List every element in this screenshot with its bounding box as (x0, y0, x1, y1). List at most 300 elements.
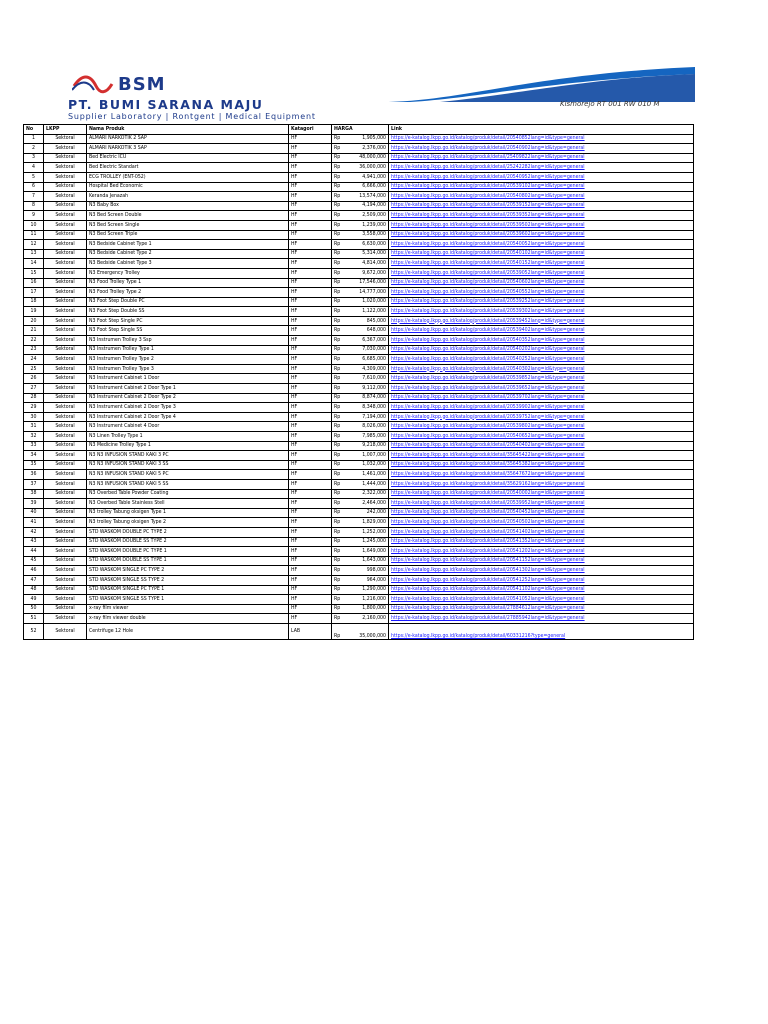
row-link[interactable]: https://e-katalog.lkpp.go.id/katalog/produk/detail/25409822lang=id&type=general (389, 153, 694, 163)
row-product-name: N3 Baby Box (87, 201, 289, 211)
row-link[interactable]: https://e-katalog.lkpp.go.id/katalog/produk/detail/35645382lang=id&type=general (389, 460, 694, 470)
row-currency: Rp (332, 566, 342, 576)
row-price: 6,630,000 (342, 240, 389, 250)
row-lkpp: Sektoral (44, 451, 87, 461)
row-product-name: x-ray film viewer double (87, 614, 289, 624)
row-currency: Rp (332, 297, 342, 307)
row-number: 39 (24, 499, 44, 509)
row-link[interactable]: https://e-katalog.lkpp.go.id/katalog/produk/detail/20540152lang=id&type=general (389, 259, 694, 269)
table-row (24, 566, 694, 576)
row-product-name: N3 Instrument Cabinet 2 Door Type 1 (87, 384, 289, 394)
row-number: 12 (24, 240, 44, 250)
row-number: 27 (24, 384, 44, 394)
row-category: HF (289, 316, 332, 326)
row-currency: Rp (332, 249, 342, 259)
table-row (24, 307, 694, 317)
row-category: HF (289, 422, 332, 432)
row-link[interactable]: https://e-katalog.lkpp.go.id/katalog/produk/detail/20539752lang=id&type=general (389, 412, 694, 422)
row-link[interactable]: https://e-katalog.lkpp.go.id/katalog/produk/detail/20541352lang=id&type=general (389, 537, 694, 547)
row-link[interactable]: https://e-katalog.lkpp.go.id/katalog/produk/detail/20539952lang=id&type=general (389, 499, 694, 509)
row-lkpp: Sektoral (44, 595, 87, 605)
row-link[interactable]: https://e-katalog.lkpp.go.id/katalog/produk/detail/20540452lang=id&type=general (389, 508, 694, 518)
row-product-name: N3 Instrumen Trolley Type 3 (87, 364, 289, 374)
row-number: 31 (24, 422, 44, 432)
row-lkpp: Sektoral (44, 364, 87, 374)
row-price: 845,000 (342, 316, 389, 326)
row-link[interactable]: https://e-katalog.lkpp.go.id/katalog/produk/detail/20540802lang=id&type=general (389, 192, 694, 202)
row-number: 48 (24, 585, 44, 595)
row-category: HF (289, 460, 332, 470)
row-currency: Rp (332, 192, 342, 202)
row-link[interactable]: https://e-katalog.lkpp.go.id/katalog/produk/detail/20539652lang=id&type=general (389, 384, 694, 394)
row-lkpp: Sektoral (44, 211, 87, 221)
row-lkpp: Sektoral (44, 566, 87, 576)
row-product-name: N3 Foot Step Single SS (87, 326, 289, 336)
row-category: HF (289, 172, 332, 182)
col-header-lkpp: LKPP (44, 125, 87, 135)
row-currency: Rp (332, 172, 342, 182)
row-category: HF (289, 192, 332, 202)
row-price: 7,985,000 (342, 432, 389, 442)
row-currency: Rp (332, 268, 342, 278)
row-number: 13 (24, 249, 44, 259)
row-price: 1,800,000 (342, 604, 389, 614)
row-product-name: Keranda Jenazah (87, 192, 289, 202)
table-row (24, 163, 694, 173)
row-category: HF (289, 556, 332, 566)
row-link[interactable]: https://e-katalog.lkpp.go.id/katalog/produk/detail/20539052lang=id&type=general (389, 268, 694, 278)
table-row (24, 575, 694, 585)
row-currency: Rp (332, 499, 342, 509)
row-lkpp: Sektoral (44, 259, 87, 269)
row-category: HF (289, 249, 332, 259)
header-swoosh (380, 62, 695, 102)
row-currency: Rp (332, 537, 342, 547)
row-currency: Rp (332, 527, 342, 537)
row-currency: Rp (332, 614, 342, 624)
row-category: HF (289, 518, 332, 528)
row-link[interactable]: https://e-katalog.lkpp.go.id/katalog/produk/detail/20539702lang=id&type=general (389, 393, 694, 403)
row-price: 5,314,000 (342, 249, 389, 259)
row-product-name: N3 Foot Step Single PC (87, 316, 289, 326)
row-lkpp: Sektoral (44, 585, 87, 595)
row-link[interactable]: https://e-katalog.lkpp.go.id/katalog/produk/detail/20539352lang=id&type=general (389, 211, 694, 221)
row-category: HF (289, 230, 332, 240)
row-link[interactable]: https://e-katalog.lkpp.go.id/katalog/produk/detail/27884612lang=id&type=general (389, 604, 694, 614)
row-link[interactable]: https://e-katalog.lkpp.go.id/katalog/produk/detail/35645422lang=id&type=general (389, 451, 694, 461)
table-row (24, 259, 694, 269)
row-lkpp: Sektoral (44, 220, 87, 230)
row-currency: Rp (332, 556, 342, 566)
table-row (24, 537, 694, 547)
row-price: 998,000 (342, 566, 389, 576)
row-category: HF (289, 566, 332, 576)
row-number: 18 (24, 297, 44, 307)
row-price: 9,218,000 (342, 441, 389, 451)
row-product-name: Centrifuge 12 Hole (87, 623, 289, 639)
row-price: 964,000 (342, 575, 389, 585)
row-lkpp: Sektoral (44, 499, 87, 509)
row-price: 8,348,000 (342, 403, 389, 413)
row-category: HF (289, 336, 332, 346)
row-product-name: N3 Linen Trolley Type 1 (87, 432, 289, 442)
row-currency: Rp (332, 144, 342, 154)
row-price: 8,874,000 (342, 393, 389, 403)
row-product-name: N3 Foot Step Double SS (87, 307, 289, 317)
row-lkpp: Sektoral (44, 537, 87, 547)
row-currency: Rp (332, 470, 342, 480)
table-row (24, 364, 694, 374)
row-link[interactable]: https://e-katalog.lkpp.go.id/katalog/produk/detail/20541302lang=id&type=general (389, 566, 694, 576)
row-number: 4 (24, 163, 44, 173)
row-number: 41 (24, 518, 44, 528)
row-link[interactable]: https://e-katalog.lkpp.go.id/katalog/produk/detail/35647672lang=id&type=general (389, 470, 694, 480)
row-number: 19 (24, 307, 44, 317)
row-lkpp: Sektoral (44, 623, 87, 639)
row-category: HF (289, 240, 332, 250)
row-price: 1,643,000 (342, 556, 389, 566)
row-price: 6,367,000 (342, 336, 389, 346)
row-link[interactable]: https://e-katalog.lkpp.go.id/katalog/produk/detail/20539252lang=id&type=general (389, 297, 694, 307)
company-name: PT. BUMI SARANA MAJU (68, 97, 264, 112)
row-category: HF (289, 268, 332, 278)
table-row (24, 527, 694, 537)
row-link[interactable]: https://e-katalog.lkpp.go.id/katalog/produk/detail/20541102lang=id&type=general (389, 585, 694, 595)
row-number: 9 (24, 211, 44, 221)
row-lkpp: Sektoral (44, 604, 87, 614)
row-lkpp: Sektoral (44, 278, 87, 288)
row-link[interactable]: https://e-katalog.lkpp.go.id/katalog/produk/detail/20540652lang=id&type=general (389, 432, 694, 442)
row-category: HF (289, 393, 332, 403)
row-category: HF (289, 604, 332, 614)
table-row (24, 614, 694, 624)
row-number: 6 (24, 182, 44, 192)
row-price: 1,122,000 (342, 307, 389, 317)
row-link[interactable]: https://e-katalog.lkpp.go.id/katalog/produk/detail/20539502lang=id&type=general (389, 220, 694, 230)
col-header-nama-produk: Nama Produk (87, 125, 289, 135)
row-currency: Rp (332, 326, 342, 336)
row-link[interactable]: https://e-katalog.lkpp.go.id/katalog/produk/detail/20540402lang=id&type=general (389, 441, 694, 451)
row-link[interactable]: https://e-katalog.lkpp.go.id/katalog/produk/detail/20540502lang=id&type=general (389, 518, 694, 528)
row-category: HF (289, 499, 332, 509)
row-product-name: N3 N3 INFUSION STAND KAKI 3 PC (87, 451, 289, 461)
row-category: HF (289, 384, 332, 394)
row-category: HF (289, 412, 332, 422)
row-lkpp: Sektoral (44, 268, 87, 278)
row-price: 35,000,000 (342, 623, 389, 639)
row-category: HF (289, 134, 332, 144)
row-product-name: N3 Bedside Cabinet Type 3 (87, 259, 289, 269)
table-body (24, 134, 694, 639)
row-link[interactable]: https://e-katalog.lkpp.go.id/katalog/produk/detail/20539902lang=id&type=general (389, 403, 694, 413)
row-price: 7,610,000 (342, 374, 389, 384)
product-price-table (23, 124, 694, 640)
row-price: 1,649,000 (342, 547, 389, 557)
table-row (24, 432, 694, 442)
table-row (24, 479, 694, 489)
row-category: HF (289, 259, 332, 269)
table-row (24, 384, 694, 394)
table-row (24, 518, 694, 528)
row-product-name: N3 Medicine Trolley Type 1 (87, 441, 289, 451)
row-lkpp: Sektoral (44, 163, 87, 173)
row-lkpp: Sektoral (44, 403, 87, 413)
row-lkpp: Sektoral (44, 479, 87, 489)
row-currency: Rp (332, 240, 342, 250)
row-link[interactable]: https://e-katalog.lkpp.go.id/katalog/produk/detail/20540902lang=id&type=general (389, 144, 694, 154)
row-number: 23 (24, 345, 44, 355)
row-currency: Rp (332, 384, 342, 394)
row-product-name: N3 Overbed Table Stainless Stell (87, 499, 289, 509)
row-lkpp: Sektoral (44, 422, 87, 432)
row-number: 30 (24, 412, 44, 422)
row-product-name: N3 Bed Screen Triple (87, 230, 289, 240)
row-number: 38 (24, 489, 44, 499)
row-currency: Rp (332, 230, 342, 240)
row-category: HF (289, 595, 332, 605)
row-category: HF (289, 163, 332, 173)
row-price: 2,322,000 (342, 489, 389, 499)
row-category: HF (289, 575, 332, 585)
table-row (24, 460, 694, 470)
row-category: HF (289, 508, 332, 518)
row-number: 49 (24, 595, 44, 605)
row-link[interactable]: https://e-katalog.lkpp.go.id/katalog/produk/detail/20540052lang=id&type=general (389, 240, 694, 250)
row-lkpp: Sektoral (44, 230, 87, 240)
row-product-name: N3 Emergency Trolley (87, 268, 289, 278)
row-lkpp: Sektoral (44, 518, 87, 528)
row-lkpp: Sektoral (44, 527, 87, 537)
row-lkpp: Sektoral (44, 470, 87, 480)
row-number: 20 (24, 316, 44, 326)
table-row (24, 374, 694, 384)
row-number: 15 (24, 268, 44, 278)
row-price: 13,574,000 (342, 192, 389, 202)
row-link[interactable]: https://e-katalog.lkpp.go.id/katalog/produk/detail/20540552lang=id&type=general (389, 288, 694, 298)
row-link[interactable]: https://e-katalog.lkpp.go.id/katalog/produk/detail/35629162lang=id&type=general (389, 479, 694, 489)
row-price: 3,558,000 (342, 230, 389, 240)
table-row (24, 470, 694, 480)
row-product-name: Bed Electric ICU (87, 153, 289, 163)
row-number: 43 (24, 537, 44, 547)
row-price: 14,777,000 (342, 288, 389, 298)
row-link[interactable]: https://e-katalog.lkpp.go.id/katalog/produk/detail/20539102lang=id&type=general (389, 182, 694, 192)
row-price: 2,160,000 (342, 614, 389, 624)
row-lkpp: Sektoral (44, 547, 87, 557)
row-category: HF (289, 470, 332, 480)
row-lkpp: Sektoral (44, 355, 87, 365)
row-number: 40 (24, 508, 44, 518)
row-product-name: N3 Bedside Cabinet Type 2 (87, 249, 289, 259)
row-category: HF (289, 489, 332, 499)
row-product-name: N3 N3 INFUSION STAND KAKI 5 SS (87, 479, 289, 489)
row-number: 52 (24, 623, 44, 639)
row-number: 51 (24, 614, 44, 624)
row-product-name: N3 Instrument Cabinet 2 Door Type 3 (87, 403, 289, 413)
row-currency: Rp (332, 307, 342, 317)
row-link[interactable]: https://e-katalog.lkpp.go.id/katalog/produk/detail/20540202lang=id&type=general (389, 345, 694, 355)
row-price: 36,000,000 (342, 163, 389, 173)
table-row (24, 441, 694, 451)
row-link[interactable]: https://e-katalog.lkpp.go.id/katalog/produk/detail/20541252lang=id&type=general (389, 575, 694, 585)
row-link[interactable]: https://e-katalog.lkpp.go.id/katalog/produk/detail/20540352lang=id&type=general (389, 336, 694, 346)
row-product-name: N3 trolley Tabung oksigen Type 2 (87, 518, 289, 528)
row-number: 32 (24, 432, 44, 442)
row-category: HF (289, 345, 332, 355)
row-number: 8 (24, 201, 44, 211)
row-currency: Rp (332, 374, 342, 384)
row-currency: Rp (332, 422, 342, 432)
row-link[interactable]: https://e-katalog.lkpp.go.id/katalog/produk/detail/20540302lang=id&type=general (389, 364, 694, 374)
row-link[interactable]: https://e-katalog.lkpp.go.id/katalog/produk/detail/20541052lang=id&type=general (389, 595, 694, 605)
row-price: 9,112,000 (342, 384, 389, 394)
table-row (24, 345, 694, 355)
row-price: 1,239,000 (342, 220, 389, 230)
row-link[interactable]: https://e-katalog.lkpp.go.id/katalog/produk/detail/20539802lang=id&type=general (389, 422, 694, 432)
row-number: 7 (24, 192, 44, 202)
row-currency: Rp (332, 412, 342, 422)
row-product-name: N3 Bed Screen Double (87, 211, 289, 221)
table-row (24, 585, 694, 595)
row-product-name: N3 Instrument Cabinet 4 Door (87, 422, 289, 432)
col-header-no: No (24, 125, 44, 135)
table-row (24, 489, 694, 499)
row-product-name: N3 Bedside Cabinet Type 1 (87, 240, 289, 250)
row-link[interactable]: https://e-katalog.lkpp.go.id/katalog/produk/detail/20540602lang=id&type=general (389, 278, 694, 288)
row-category: HF (289, 297, 332, 307)
row-number: 29 (24, 403, 44, 413)
row-number: 50 (24, 604, 44, 614)
row-link[interactable]: https://e-katalog.lkpp.go.id/katalog/produk/detail/20539852lang=id&type=general (389, 374, 694, 384)
row-link[interactable]: https://e-katalog.lkpp.go.id/katalog/produk/detail/20539402lang=id&type=general (389, 326, 694, 336)
table-row (24, 182, 694, 192)
row-currency: Rp (332, 355, 342, 365)
row-number: 21 (24, 326, 44, 336)
row-category: HF (289, 201, 332, 211)
row-category: HF (289, 278, 332, 288)
row-link[interactable]: https://e-katalog.lkpp.go.id/katalog/produk/detail/20541402lang=id&type=general (389, 527, 694, 537)
table-row (24, 153, 694, 163)
row-category: HF (289, 220, 332, 230)
row-lkpp: Sektoral (44, 153, 87, 163)
row-lkpp: Sektoral (44, 182, 87, 192)
row-currency: Rp (332, 278, 342, 288)
row-number: 45 (24, 556, 44, 566)
row-currency: Rp (332, 547, 342, 557)
row-number: 3 (24, 153, 44, 163)
row-category: HF (289, 537, 332, 547)
row-category: HF (289, 585, 332, 595)
row-link[interactable]: https://e-katalog.lkpp.go.id/katalog/produk/detail/20540852lang=id&type=general (389, 134, 694, 144)
table-row (24, 499, 694, 509)
table-row (24, 336, 694, 346)
row-price: 7,194,000 (342, 412, 389, 422)
row-price: 1,461,000 (342, 470, 389, 480)
row-price: 1,032,000 (342, 460, 389, 470)
table-row (24, 220, 694, 230)
row-number: 11 (24, 230, 44, 240)
table-row (24, 422, 694, 432)
row-link[interactable]: https://e-katalog.lkpp.go.id/katalog/produk/detail/20540252lang=id&type=general (389, 355, 694, 365)
row-link[interactable]: https://e-katalog.lkpp.go.id/katalog/produk/detail/20539152lang=id&type=general (389, 201, 694, 211)
row-link[interactable]: https://e-katalog.lkpp.go.id/katalog/produk/detail/27885942lang=id&type=general (389, 614, 694, 624)
row-number: 33 (24, 441, 44, 451)
table-row (24, 297, 694, 307)
row-number: 37 (24, 479, 44, 489)
row-lkpp: Sektoral (44, 575, 87, 585)
row-currency: Rp (332, 220, 342, 230)
row-currency: Rp (332, 508, 342, 518)
row-number: 16 (24, 278, 44, 288)
table-row (24, 240, 694, 250)
table-row (24, 316, 694, 326)
row-lkpp: Sektoral (44, 249, 87, 259)
row-link[interactable]: https://e-katalog.lkpp.go.id/katalog/produk/detail/20541152lang=id&type=general (389, 556, 694, 566)
brand-logo-text: BSM (118, 74, 166, 95)
row-link[interactable]: https://e-katalog.lkpp.go.id/katalog/produk/detail/20541202lang=id&type=general (389, 547, 694, 557)
row-link[interactable]: https://e-katalog.lkpp.go.id/katalog/produk/detail/25242282lang=id&type=general (389, 163, 694, 173)
row-number: 26 (24, 374, 44, 384)
row-number: 10 (24, 220, 44, 230)
row-product-name: N3 trolley Tabung oksigen Type 1 (87, 508, 289, 518)
row-product-name: ALMARI NARKOTIK 2 SAP (87, 134, 289, 144)
row-currency: Rp (332, 460, 342, 470)
row-currency: Rp (332, 595, 342, 605)
row-category: HF (289, 326, 332, 336)
row-number: 1 (24, 134, 44, 144)
table-row (24, 451, 694, 461)
row-link[interactable]: https://e-katalog.lkpp.go.id/katalog/produk/detail/20540102lang=id&type=general (389, 249, 694, 259)
table-row (24, 412, 694, 422)
row-product-name: STD WASKOM SINGLE PC TYPE 1 (87, 585, 289, 595)
row-link[interactable]: https://e-katalog.lkpp.go.id/katalog/produk/detail/20540002lang=id&type=general (389, 489, 694, 499)
row-currency: Rp (332, 153, 342, 163)
row-lkpp: Sektoral (44, 192, 87, 202)
row-link[interactable]: https://e-katalog.lkpp.go.id/katalog/produk/detail/20539302lang=id&type=general (389, 307, 694, 317)
table-row (24, 403, 694, 413)
row-currency: Rp (332, 134, 342, 144)
row-lkpp: Sektoral (44, 201, 87, 211)
row-product-name: ALMARI NARKOTIK 3 SAP (87, 144, 289, 154)
row-price: 1,020,000 (342, 297, 389, 307)
table-row (24, 172, 694, 182)
row-product-name: STD WASKOM SINGLE SS TYPE 2 (87, 575, 289, 585)
row-number: 25 (24, 364, 44, 374)
row-product-name: Hospital Bed Economic (87, 182, 289, 192)
row-lkpp: Sektoral (44, 297, 87, 307)
row-price: 1,007,000 (342, 451, 389, 461)
table-row (24, 230, 694, 240)
row-product-name: STD WASKOM SINGLE PC TYPE 2 (87, 566, 289, 576)
row-product-name: N3 Instrumen Trolley 3 Ssp (87, 336, 289, 346)
row-link[interactable]: https://e-katalog.lkpp.go.id/katalog/produk/detail/20540952lang=id&type=general (389, 172, 694, 182)
row-category: HF (289, 288, 332, 298)
row-currency: Rp (332, 518, 342, 528)
row-lkpp: Sektoral (44, 326, 87, 336)
row-currency: Rp (332, 585, 342, 595)
row-price: 1,290,000 (342, 585, 389, 595)
row-lkpp: Sektoral (44, 172, 87, 182)
row-lkpp: Sektoral (44, 393, 87, 403)
row-number: 22 (24, 336, 44, 346)
table-row (24, 547, 694, 557)
row-number: 17 (24, 288, 44, 298)
row-link[interactable]: https://e-katalog.lkpp.go.id/katalog/produk/detail/20539452lang=id&type=general (389, 316, 694, 326)
row-link[interactable]: https://e-katalog.lkpp.go.id/katalog/produk/detail/60331216?type=general (389, 623, 694, 639)
row-price: 6,666,000 (342, 182, 389, 192)
row-category: HF (289, 153, 332, 163)
row-link[interactable]: https://e-katalog.lkpp.go.id/katalog/produk/detail/20539602lang=id&type=general (389, 230, 694, 240)
